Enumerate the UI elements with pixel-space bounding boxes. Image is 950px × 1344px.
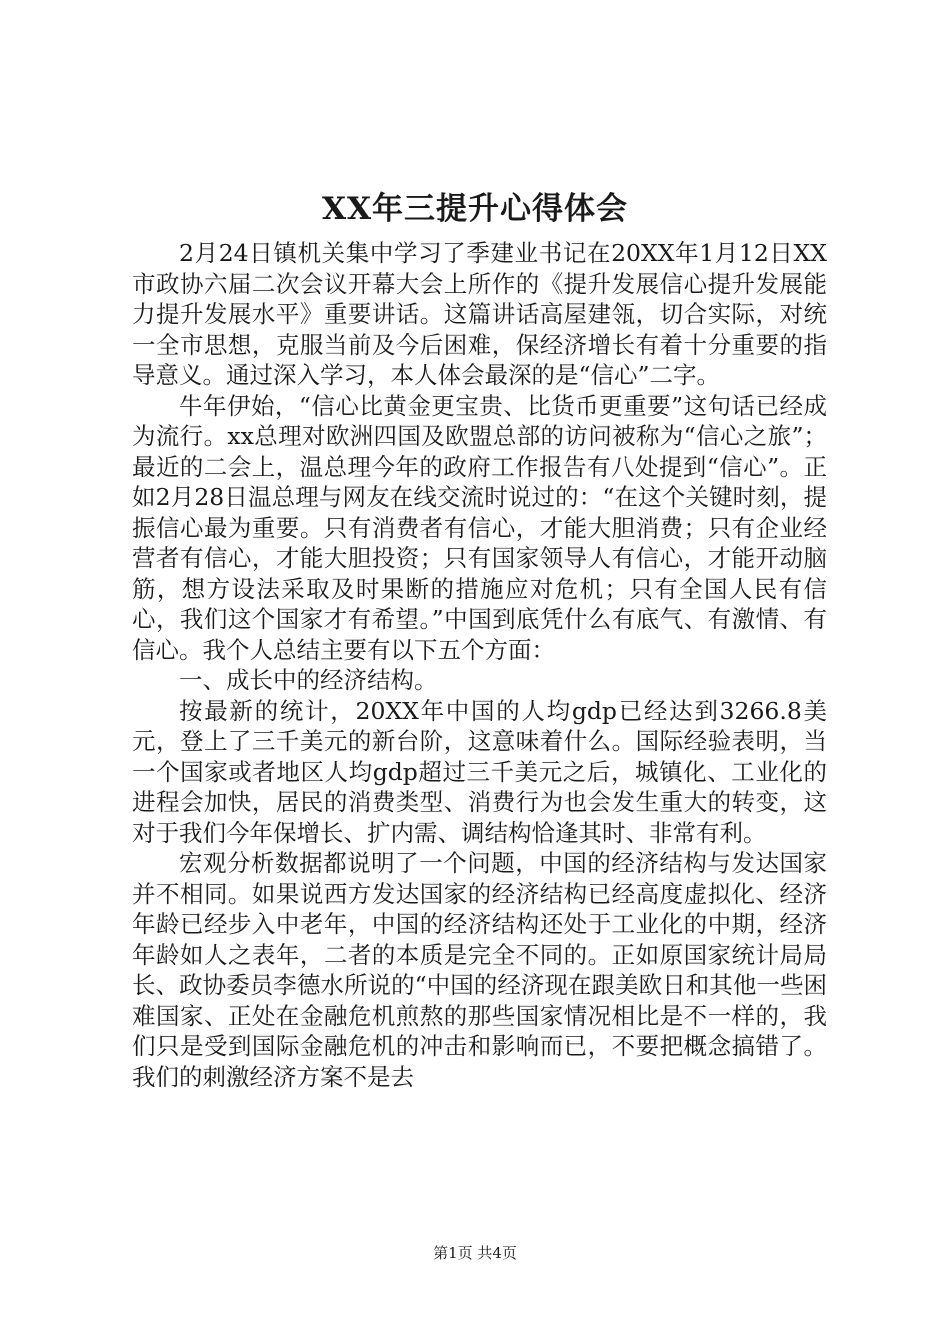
document-body	[132, 238, 827, 1092]
document-title: XX年三提升心得体会	[321, 191, 629, 227]
paragraph: 牛年伊始，“信心比黄金更宝贵、比货币更重要”这句话已经成为流行。xx总理对欧洲四国及欧盟总部的访问被称为“信心之旅”；最近的二会上，温总理今年的政府工作报告有八处提到“信心”。正如2月28日温总理与网友在线交流时说过的：“在这个关键时刻，提振信心最为重要。只有消费者有信心，才能大胆消费；只有企业经营者有信心，才能大胆投资；只有国家领导人有信心，才能开动脑筋，想方设法采取及时果断的措施应对危机；只有全国人民有信心，我们这个国家才有希望。”中国到底凭什么有底气、有激情、有信心。我个人总结主要有以下五个方面：	[132, 391, 827, 664]
section-heading: 一、成长中的经济结构。	[179, 666, 438, 694]
paragraph: 按最新的统计，20XX年中国的人均gdp已经达到3266.8美元，登上了三千美元的新台阶，这意味着什么。国际经验表明，当一个国家或者地区人均gdp超过三千美元之后，城镇化、工业化的进程会加快，居民的消费类型、消费行为也会发生重大的转变，这对于我们今年保增长、扩内需、调结构恰逢其时、非常有利。	[132, 696, 827, 847]
page-number-footer: 第1页 共4页	[433, 1244, 517, 1262]
paragraph: 2月24日镇机关集中学习了季建业书记在20XX年1月12日XX市政协六届二次会议开幕大会上所作的《提升发展信心提升发展能力提升发展水平》重要讲话。这篇讲话高屋建瓴，切合实际，对统一全市思想，克服当前及今后困难，保经济增长有着十分重要的指导意义。通过深入学习，本人体会最深的是“信心”二字。	[132, 239, 827, 389]
paragraph: 宏观分析数据都说明了一个问题，中国的经济结构与发达国家并不相同。如果说西方发达国家的经济结构已经高度虚拟化、经济年龄已经步入中老年，中国的经济结构还处于工业化的中期，经济年龄如人之表年，二者的本质是完全不同的。正如原国家统计局局长、政协委员李德水所说的“中国的经济现在跟美欧日和其他一些困难国家、正处在金融危机煎熬的那些国家情况相比是不一样的，我们只是受到国际金融危机的冲击和影响而已，不要把概念搞错了。我们的刺激经济方案不是去	[132, 849, 827, 1091]
